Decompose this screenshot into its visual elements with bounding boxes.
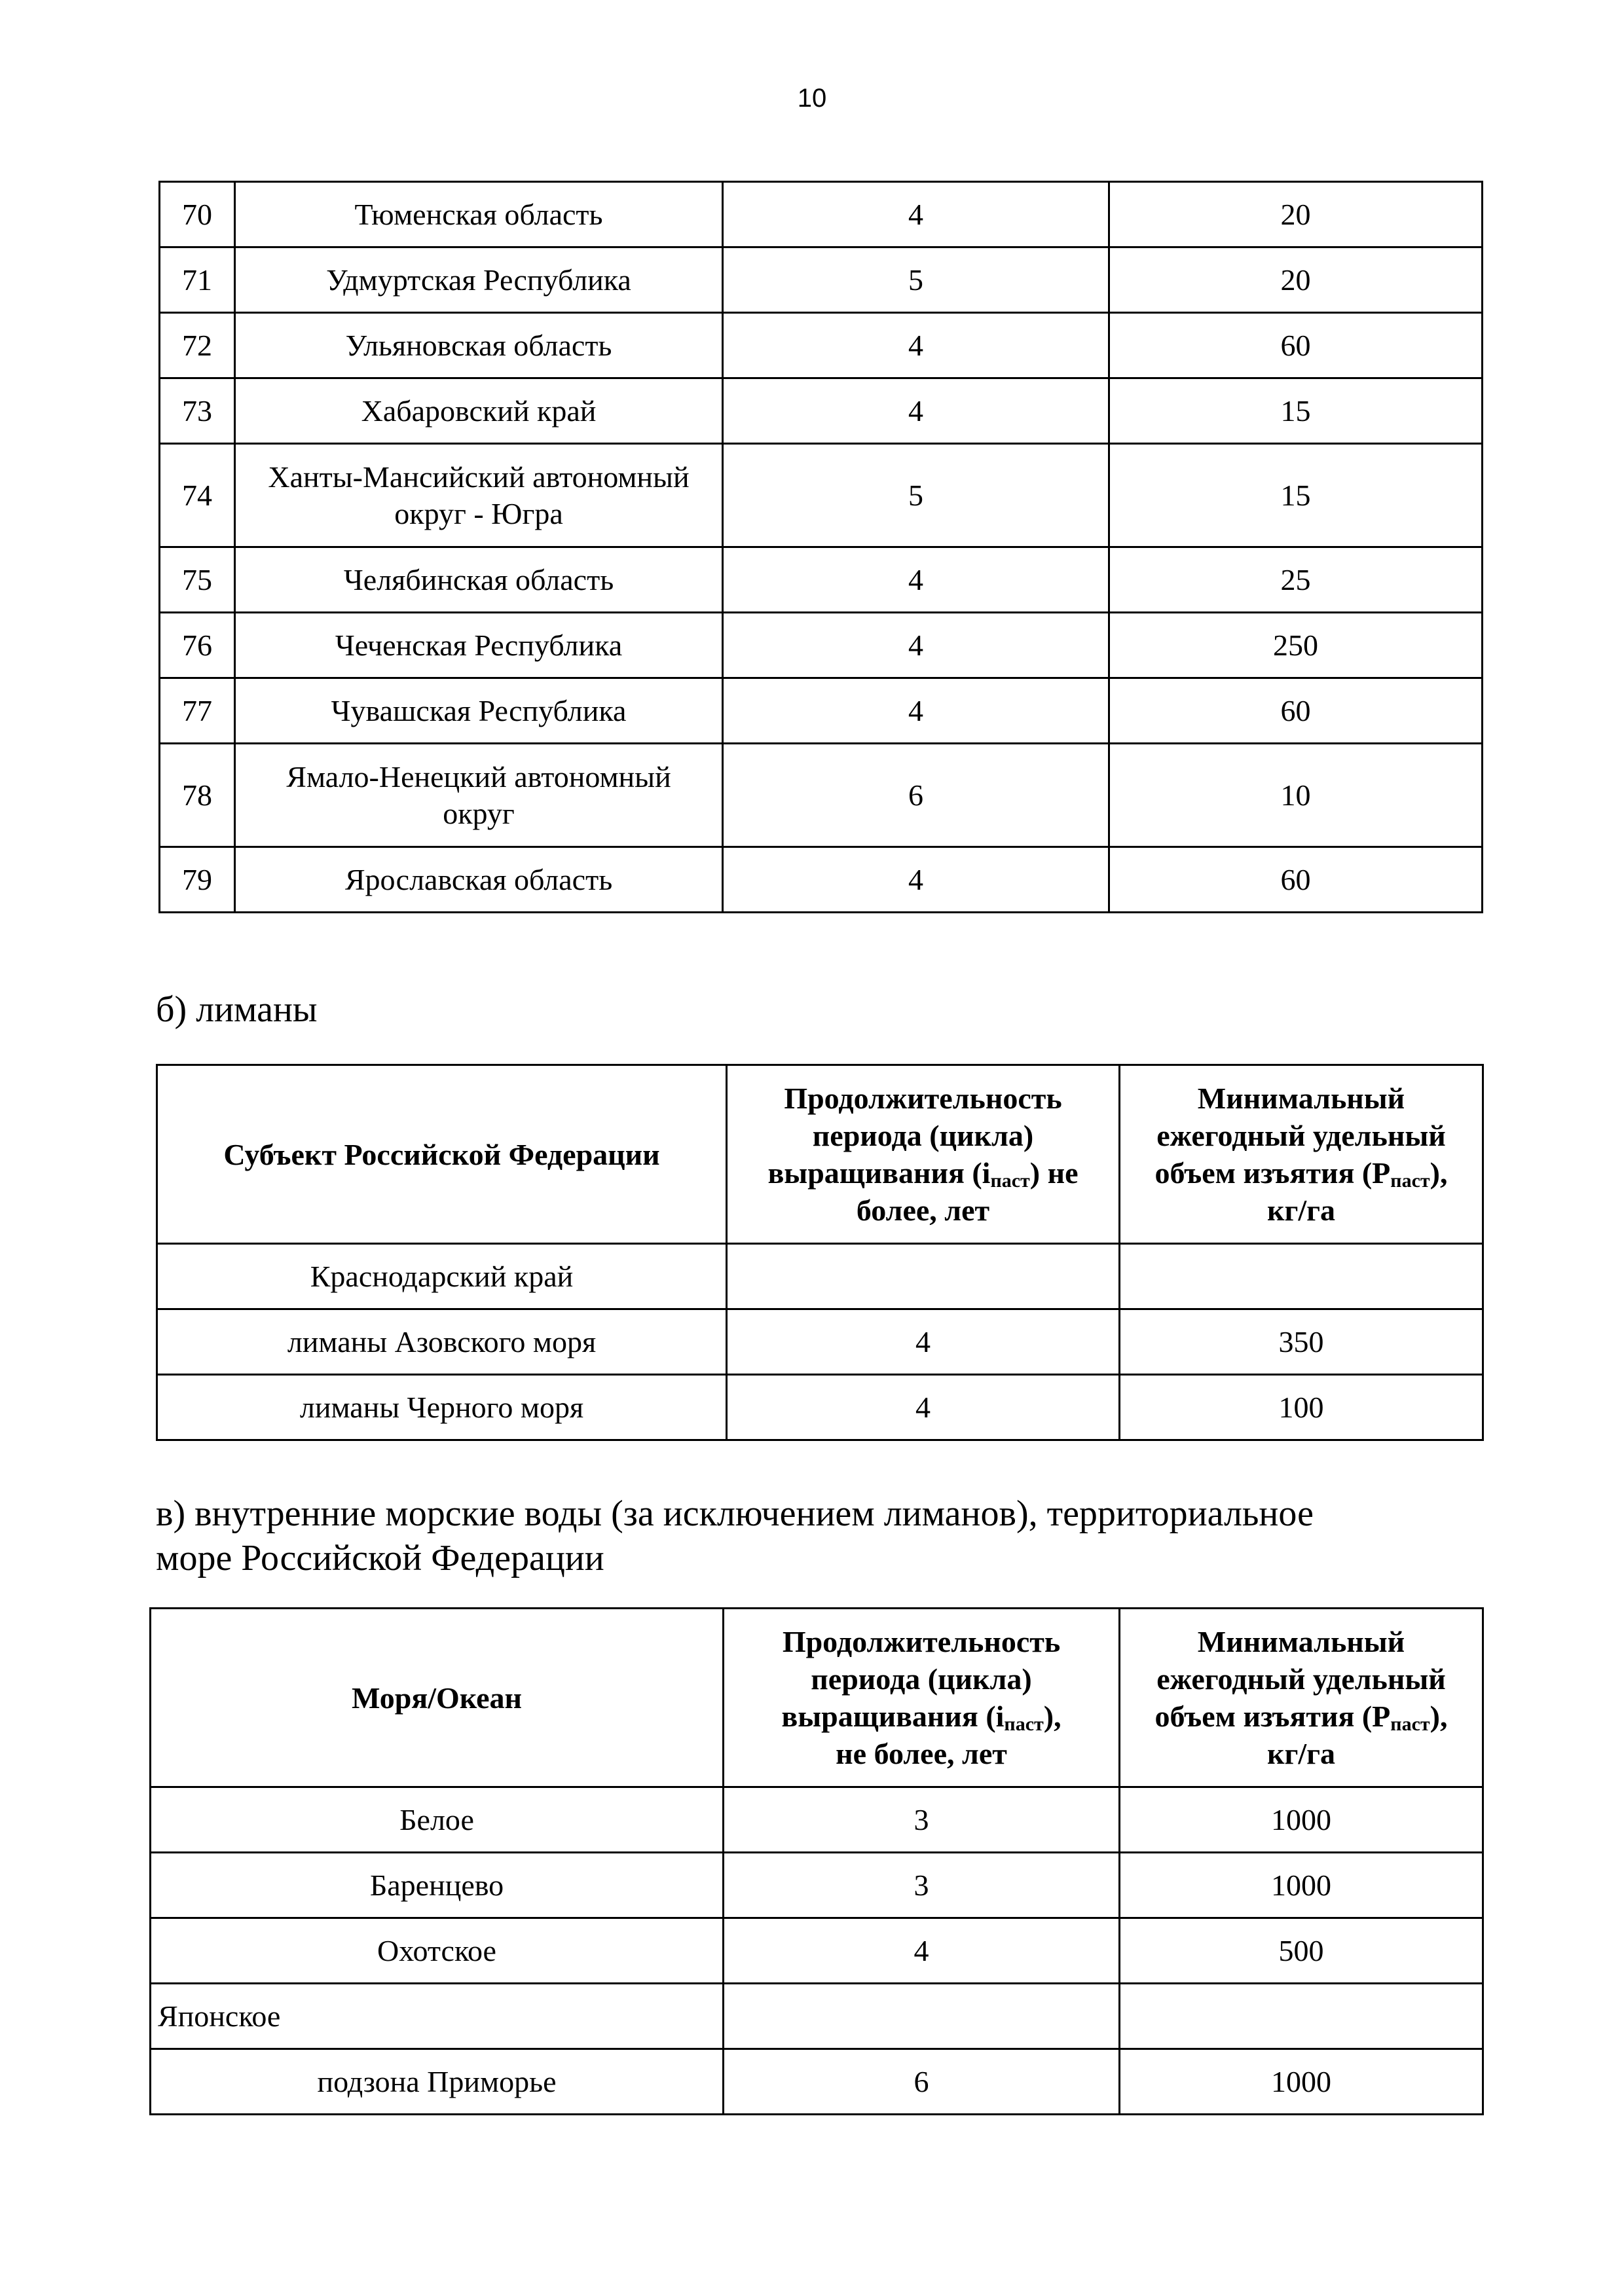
table-row [160, 744, 1483, 847]
volume-cell: 60 [1109, 678, 1483, 744]
volume-cell: 10 [1109, 744, 1483, 847]
period-cell: 5 [723, 247, 1109, 313]
row-number: 75 [160, 547, 235, 613]
table-row [160, 247, 1483, 313]
section-v-heading-line: в) внутренние морские воды (за исключением лиманов), территориальное [156, 1493, 1314, 1534]
header-volume: Минимальный ежегодный удельный объем изъятия $(P_{паст})$, кг/га [1120, 1609, 1483, 1787]
table-row [160, 182, 1483, 247]
subject-cell: Чувашская Республика [235, 678, 723, 744]
subject-cell [235, 744, 723, 847]
subject-cell: лиманы Черного моря [157, 1375, 727, 1440]
subject-line: округ [443, 796, 515, 830]
subject-cell [235, 444, 723, 547]
sea-cell: Охотское [151, 1918, 724, 1984]
period-cell: 4 [724, 1918, 1120, 1984]
period-cell: 5 [723, 444, 1109, 547]
volume-cell: 25 [1109, 547, 1483, 613]
volume-cell: 15 [1109, 378, 1483, 444]
volume-cell: 15 [1109, 444, 1483, 547]
volume-cell: 1000 [1120, 1853, 1483, 1918]
table-row [157, 1244, 1483, 1309]
table-row [157, 1375, 1483, 1440]
subject-cell: Тюменская область [235, 182, 723, 247]
volume-cell: 250 [1109, 613, 1483, 678]
page-number: 10 [797, 84, 827, 113]
header-sea: Моря/Океан [151, 1609, 724, 1787]
table-row [160, 547, 1483, 613]
section-v-heading [156, 1491, 1314, 1580]
volume-cell: 60 [1109, 313, 1483, 378]
period-cell: 4 [727, 1375, 1120, 1440]
period-cell: 4 [723, 678, 1109, 744]
volume-cell: 500 [1120, 1918, 1483, 1984]
volume-cell [1120, 1244, 1483, 1309]
estuaries-table [156, 1064, 1484, 1441]
table-row [151, 1853, 1483, 1918]
table-header-row [157, 1065, 1483, 1244]
period-cell: 6 [724, 2049, 1120, 2115]
subject-cell: Чеченская Республика [235, 613, 723, 678]
volume-cell: 20 [1109, 247, 1483, 313]
seas-table [149, 1607, 1484, 2115]
table-row [151, 1918, 1483, 1984]
volume-cell: 60 [1109, 847, 1483, 913]
row-number: 78 [160, 744, 235, 847]
subject-cell: Удмуртская Республика [235, 247, 723, 313]
volume-cell: 350 [1120, 1309, 1483, 1375]
table-row [157, 1309, 1483, 1375]
header-volume: Минимальный ежегодный удельный объем изъятия $(P_{паст})$, кг/га [1120, 1065, 1483, 1244]
table-header-row [151, 1609, 1483, 1787]
period-cell [724, 1984, 1120, 2049]
volume-cell: 1000 [1120, 2049, 1483, 2115]
period-cell: 4 [723, 313, 1109, 378]
regions-table [158, 181, 1483, 913]
section-b-heading: б) лиманы [156, 989, 318, 1030]
row-number: 70 [160, 182, 235, 247]
row-number: 73 [160, 378, 235, 444]
subject-cell: Краснодарский край [157, 1244, 727, 1309]
subject-line: Ханты-Мансийский автономный [268, 460, 690, 494]
row-number: 72 [160, 313, 235, 378]
subject-cell: Челябинская область [235, 547, 723, 613]
subject-cell: лиманы Азовского моря [157, 1309, 727, 1375]
table-row [160, 678, 1483, 744]
volume-cell: 20 [1109, 182, 1483, 247]
row-number: 74 [160, 444, 235, 547]
sea-cell: Японское [151, 1984, 724, 2049]
volume-cell: 1000 [1120, 1787, 1483, 1853]
period-cell: 4 [723, 547, 1109, 613]
volume-cell: 100 [1120, 1375, 1483, 1440]
table-row [151, 2049, 1483, 2115]
subject-cell: Ярославская область [235, 847, 723, 913]
period-cell: 3 [724, 1853, 1120, 1918]
subject-cell: Ульяновская область [235, 313, 723, 378]
table-row [160, 847, 1483, 913]
volume-cell [1120, 1984, 1483, 2049]
subject-line: Ямало-Ненецкий автономный [286, 759, 671, 793]
period-cell: 4 [723, 182, 1109, 247]
sea-cell: Баренцево [151, 1853, 724, 1918]
period-cell: 4 [723, 847, 1109, 913]
header-period: Продолжительность периода (цикла) выращивания $(i_{паст})$ не более, лет [727, 1065, 1120, 1244]
period-cell: 6 [723, 744, 1109, 847]
table-row [160, 378, 1483, 444]
period-cell: 4 [727, 1309, 1120, 1375]
sea-cell: Белое [151, 1787, 724, 1853]
table-row [160, 313, 1483, 378]
sea-cell: подзона Приморье [151, 2049, 724, 2115]
period-cell: 4 [723, 613, 1109, 678]
period-cell: 3 [724, 1787, 1120, 1853]
period-cell: 4 [723, 378, 1109, 444]
table-row [160, 613, 1483, 678]
row-number: 71 [160, 247, 235, 313]
period-cell [727, 1244, 1120, 1309]
row-number: 79 [160, 847, 235, 913]
table-row [151, 1787, 1483, 1853]
subject-cell: Хабаровский край [235, 378, 723, 444]
subject-line: округ - Югра [394, 496, 563, 530]
header-subject: Субъект Российской Федерации [157, 1065, 727, 1244]
table-row [151, 1984, 1483, 2049]
table-row [160, 444, 1483, 547]
section-v-heading-line: море Российской Федерации [156, 1538, 604, 1578]
header-period: Продолжительность периода (цикла) выращивания $(i_{паст})$, не более, лет [724, 1609, 1120, 1787]
row-number: 76 [160, 613, 235, 678]
row-number: 77 [160, 678, 235, 744]
